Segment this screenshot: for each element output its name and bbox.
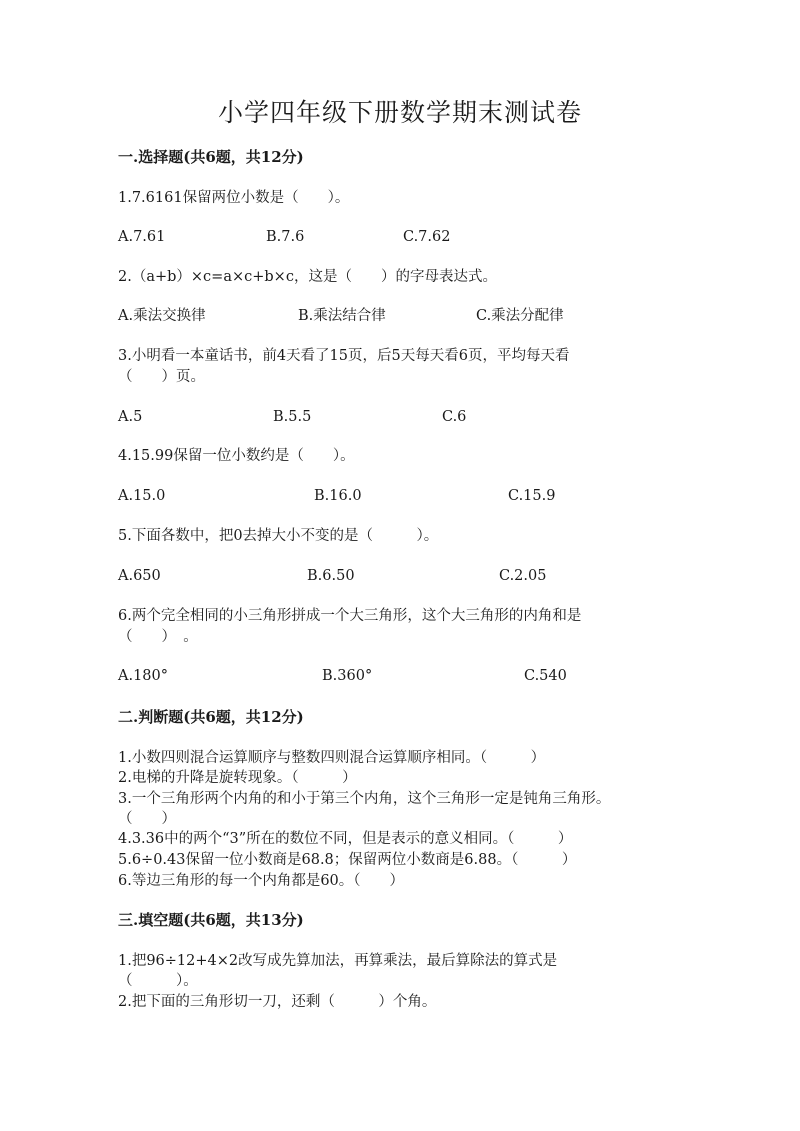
judge-item-5: 5.6÷0.43保留一位小数商是68.8；保留两位小数商是6.88。（ ） <box>118 852 577 868</box>
option-a: A.5 <box>118 409 143 425</box>
option-b: B.16.0 <box>314 488 362 504</box>
options-4 <box>118 485 688 507</box>
option-a: A.180° <box>118 668 169 684</box>
option-a: A.7.61 <box>118 229 166 245</box>
question-1: 1.7.6161保留两位小数是（ ）。 <box>118 190 350 206</box>
option-c: C.6 <box>442 409 467 425</box>
judge-item-6: 6.等边三角形的每一个内角都是60。（ ） <box>118 873 405 889</box>
option-b: B.乘法结合律 <box>298 308 386 324</box>
judge-item-3-blank: （ ） <box>118 811 176 827</box>
option-a: A.650 <box>118 568 161 584</box>
options-3 <box>118 406 688 428</box>
page-title: 小学四年级下册数学期末测试卷 <box>217 98 582 127</box>
section-heading-choice: 一.选择题(共6题，共12分) <box>118 148 304 166</box>
options-1 <box>118 226 688 248</box>
question-3-line2: （ ）页。 <box>118 369 205 385</box>
options-6 <box>118 665 688 687</box>
options-5 <box>118 565 688 587</box>
option-c: C.15.9 <box>508 488 556 504</box>
judge-item-1: 1.小数四则混合运算顺序与整数四则混合运算顺序相同。（ ） <box>118 750 546 766</box>
question-6-line2: （ ） 。 <box>118 629 198 645</box>
question-6-line1: 6.两个完全相同的小三角形拼成一个大三角形，这个大三角形的内角和是 <box>118 608 582 624</box>
question-3-line1: 3.小明看一本童话书，前4天看了15页，后5天每天看6页，平均每天看 <box>118 348 570 364</box>
option-b: B.5.5 <box>273 409 312 425</box>
option-c: C.540 <box>524 668 567 684</box>
question-5: 5.下面各数中，把0去掉大小不变的是（ ）。 <box>118 528 439 544</box>
fill-item-2: 2.把下面的三角形切一刀，还剩（ ）个角。 <box>118 994 437 1010</box>
judge-item-4: 4.3.36中的两个“3”所在的数位不同，但是表示的意义相同。（ ） <box>118 831 573 847</box>
judge-item-3: 3.一个三角形两个内角的和小于第三个内角，这个三角形一定是钝角三角形。 <box>118 791 611 807</box>
fill-item-1: 1.把96÷12+4×2改写成先算加法，再算乘法，最后算除法的算式是 <box>118 953 558 969</box>
fill-item-1-blank: （ ）。 <box>118 973 198 989</box>
option-c: C.2.05 <box>499 568 547 584</box>
option-c: C.7.62 <box>403 229 451 245</box>
question-2: 2.（a+b）×c=a×c+b×c，这是（ ）的字母表达式。 <box>118 269 497 285</box>
options-2 <box>118 305 688 327</box>
section-heading-fill-blank: 三.填空题(共6题，共13分) <box>118 911 304 929</box>
judge-item-2: 2.电梯的升降是旋转现象。（ ） <box>118 770 357 786</box>
question-4: 4.15.99保留一位小数约是（ ）。 <box>118 448 355 464</box>
section-heading-judgement: 二.判断题(共6题，共12分) <box>118 708 304 726</box>
option-b: B.360° <box>322 668 373 684</box>
option-b: B.7.6 <box>266 229 305 245</box>
option-a: A.乘法交换律 <box>118 308 206 324</box>
option-c: C.乘法分配律 <box>476 308 564 324</box>
option-b: B.6.50 <box>307 568 355 584</box>
option-a: A.15.0 <box>118 488 166 504</box>
